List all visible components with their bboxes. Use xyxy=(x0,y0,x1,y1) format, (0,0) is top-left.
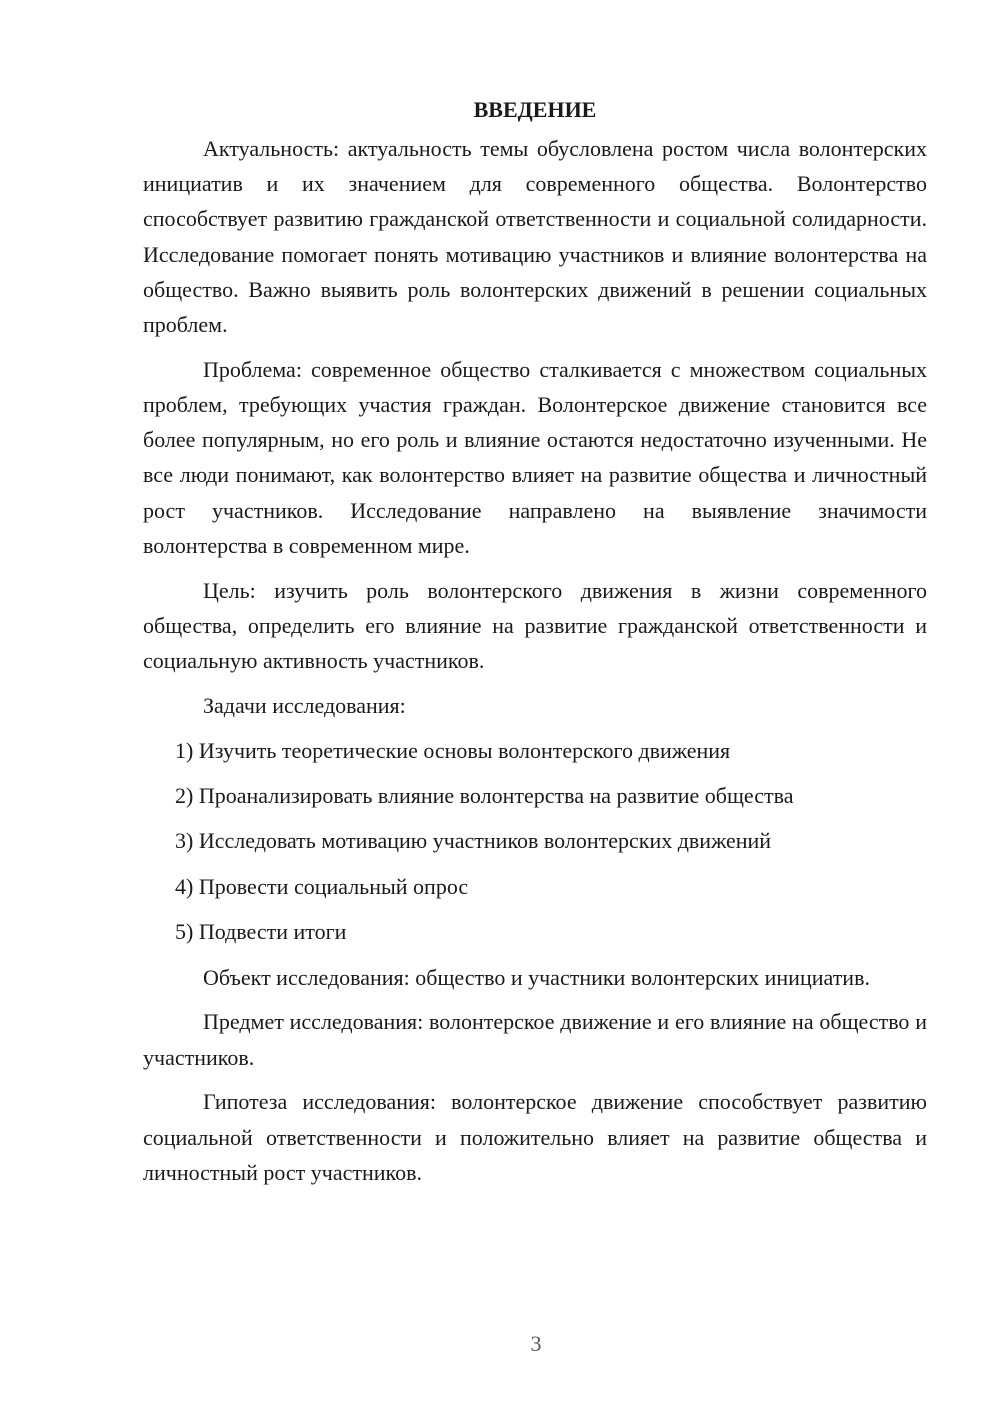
paragraph-goal: Цель: изучить роль волонтерского движения в жизни современного общества, определить его влияние на развитие гражданской ответственности и социальную активность участников. xyxy=(143,577,927,674)
section-title: ВВЕДЕНИЕ xyxy=(473,97,597,122)
paragraph-problem: Проблема: современное общество сталкивается с множеством социальных проблем, требующих участия граждан. Волонтерское движение становится все более популярным, но его роль и влияние остаются недостаточно изученными. Не все люди понимают, как волонтерство влияет на развитие общества и личностный рост участников. Исследование направлено на выявление значимости волонтерства в современном мире. xyxy=(143,356,927,558)
task-item: 1) Изучить теоретические основы волонтерского движения xyxy=(175,737,731,763)
tasks-heading: Задачи исследования: xyxy=(203,692,406,718)
task-item: 5) Подвести итоги xyxy=(175,919,347,945)
paragraph-object: Объект исследования: общество и участники волонтерских инициатив. xyxy=(203,964,870,990)
document-page xyxy=(143,92,927,1200)
paragraph-relevance: Актуальность: актуальность темы обусловлена ростом числа волонтерских инициатив и их значением для современного общества. Волонтерство способствует развитию гражданской ответственности и социальной солидарности. Исследование помогает понять мотивацию участников и влияние волонтерства на общество. Важно выявить роль волонтерских движений в решении социальных проблем. xyxy=(143,136,927,338)
task-item: 4) Провести социальный опрос xyxy=(175,873,469,899)
paragraph-hypothesis: Гипотеза исследования: волонтерское движение способствует развитию социальной ответственности и положительно влияет на развитие общества и личностный рост участников. xyxy=(143,1089,927,1185)
page-number: 3 xyxy=(530,1331,542,1356)
task-item: 3) Исследовать мотивацию участников волонтерских движений xyxy=(175,828,772,854)
task-item: 2) Проанализировать влияние волонтерства на развитие общества xyxy=(175,783,794,809)
paragraph-subject: Предмет исследования: волонтерское движение и его влияние на общество и участников. xyxy=(143,1009,927,1070)
tasks-list xyxy=(143,733,927,950)
